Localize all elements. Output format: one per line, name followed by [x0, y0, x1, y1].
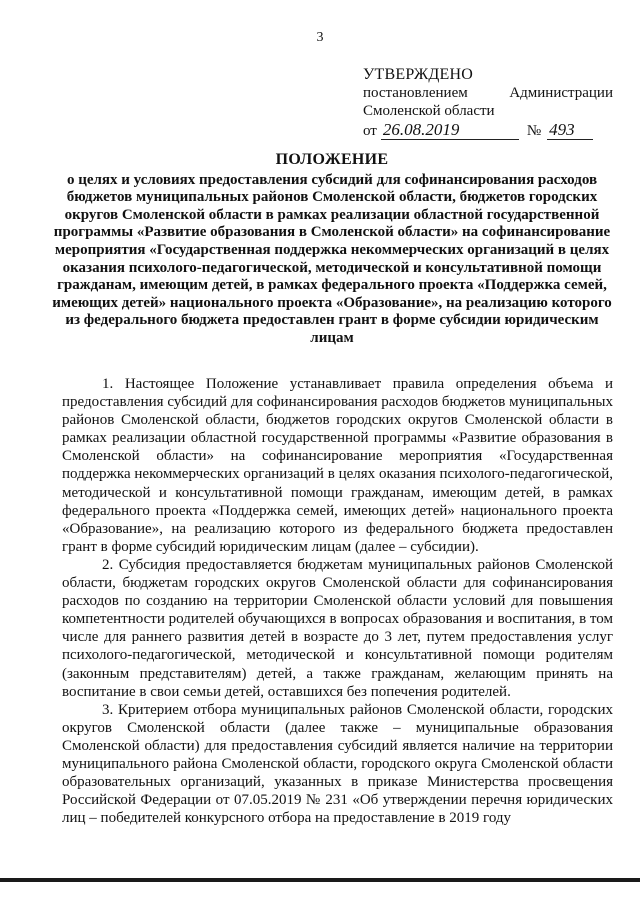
document-body — [62, 375, 613, 827]
approval-region: Смоленской области — [363, 103, 495, 119]
paragraph-3: 3. Критерием отбора муниципальных районов Смоленской области, городских округов Смоленской области (далее также – муниципальные образования Смоленской области) для предоставления субсидий является наличие на территории муниципального района Смоленской области, городского округа Смоленской области образовательных организаций, указанных в приказе Министерства просвещения Российской Федерации от 07.05.2019 № 231 «Об утверждении перечня юридических лиц – победителей конкурсного отбора на предоставление в 2019 году — [62, 701, 613, 827]
page-number: 3 — [316, 30, 324, 45]
approval-stamp — [363, 66, 613, 140]
document-title-block — [52, 151, 612, 348]
approval-date-underline — [503, 122, 519, 140]
paragraph-2: 2. Субсидия предоставляется бюджетам муниципальных районов Смоленской области, бюджетам городских округов Смоленской области для софинансирования расходов по созданию на территории Смоленской области условий для повышения компетентности родителей обучающихся в вопросах образования и воспитания, в том числе для раннего развития детей в возрасте до 3 лет, путем предоставления услуг психолого-педагогической, методической и консультативной помощи родителям (законным представителям) детей, а также гражданам, желающим принять на воспитание в свои семьи детей, оставшихся без попечения родителей. — [62, 556, 613, 700]
document-title: ПОЛОЖЕНИЕ — [275, 151, 389, 168]
approval-line-1 — [363, 84, 613, 102]
approval-date-row — [363, 121, 613, 140]
page-bottom-rule — [0, 878, 640, 882]
approval-number-handwritten: 493 — [547, 121, 593, 140]
approval-number-label: № — [526, 123, 542, 139]
approval-heading: УТВЕРЖДЕНО — [363, 66, 474, 83]
document-subtitle: о целях и условиях предоставления субсидий для софинансирования расходов бюджетов муниципальных районов Смоленской области, бюджетов городских округов Смоленской области в рамках реализации областной государственной программы «Развитие образования в Смоленской области» на софинансирование мероприятия «Государственная поддержка некоммерческих организаций в целях оказания психолого-педагогической, методической и консультативной помощи гражданам, имеющим детей, в рамках федерального проекта «Поддержка семей, имеющих детей» национального проекта «Образование», на реализацию которого из федерального бюджета предоставлен грант в форме субсидии юридическим лицам — [52, 171, 612, 346]
approval-resolution-label: постановлением — [363, 85, 468, 101]
paragraph-1: 1. Настоящее Положение устанавливает правила определения объема и предоставления субсидий для софинансирования расходов бюджетов муниципальных районов Смоленской области, бюджетов городских округов Смоленской области в рамках реализации областной государственной программы «Развитие образования в Смоленской области» на софинансирование мероприятия «Государственная поддержка некоммерческих организаций в целях оказания психолого-педагогической, методической и консультативной помощи гражданам, имеющим детей, в рамках федерального проекта «Поддержка семей, имеющих детей» национального проекта «Образование», на реализацию которого из федерального бюджета предоставлен грант в форме субсидий юридическим лицам (далее – субсидии). — [62, 376, 613, 555]
approval-date-prefix: от — [363, 123, 377, 139]
approval-date-handwritten: 26.08.2019 — [381, 121, 503, 140]
approval-administration-label: Администрации — [509, 85, 613, 101]
